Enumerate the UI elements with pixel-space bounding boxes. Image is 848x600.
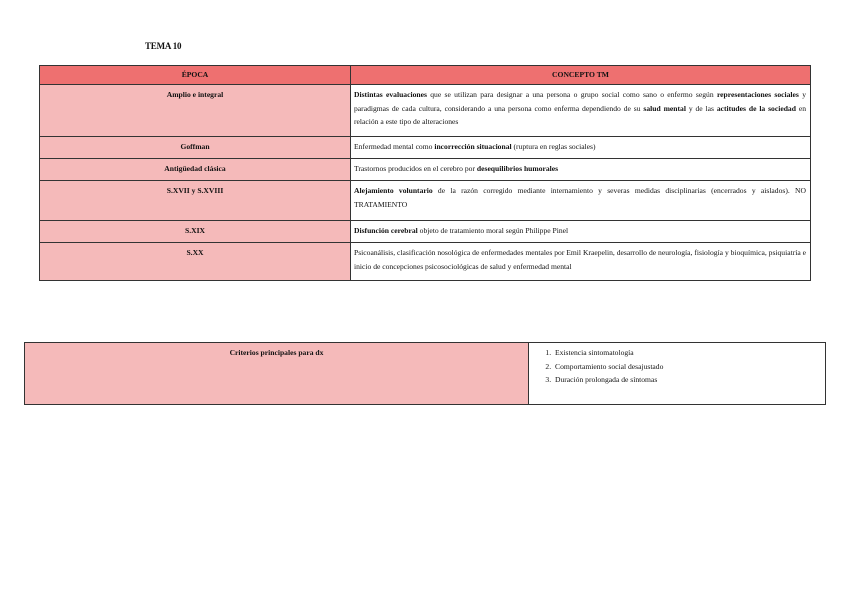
concept-text: en relación a este tipo de alteraciones <box>354 103 806 126</box>
criteria-list <box>533 346 821 387</box>
concept-cell <box>351 243 811 281</box>
table-row <box>40 159 811 181</box>
bold-term: Distintas evaluaciones <box>354 90 427 99</box>
criteria-label: Criterios principales para dx <box>25 343 529 405</box>
table-body <box>40 85 811 281</box>
epoch-cell: S.XVII y S.XVIII <box>40 181 351 221</box>
table-row <box>40 221 811 243</box>
table-row <box>40 243 811 281</box>
criteria-list-cell <box>529 343 826 405</box>
table-row <box>40 181 811 221</box>
bold-term: salud mental <box>643 103 686 113</box>
concept-cell <box>351 159 811 181</box>
epoch-cell: Goffman <box>40 137 351 159</box>
criteria-item: 1. Existencia sintomatología <box>553 346 821 360</box>
epoch-concept-table <box>39 65 811 281</box>
concept-text: (ruptura en reglas sociales) <box>511 142 596 151</box>
epoch-cell: Antigüedad clásica <box>40 159 351 181</box>
epoch-cell: S.XIX <box>40 221 351 243</box>
bold-term: Disfunción cerebral <box>354 226 418 235</box>
page-title: TEMA 10 <box>145 41 182 51</box>
bold-term: Alejamiento voluntario <box>354 186 433 195</box>
concept-cell <box>351 137 811 159</box>
criteria-row <box>25 343 826 405</box>
criteria-item: 2. Comportamiento social desajustado <box>553 360 821 374</box>
concept-cell <box>351 181 811 221</box>
concept-text: y paradigmas de cada cultura, considerando a una persona como enferma dependiendo de su <box>354 90 806 113</box>
concept-text: que se utilizan para designar a una persona o grupo social como sano o enfermo según <box>426 90 717 99</box>
bold-term: actitudes de la sociedad <box>716 103 796 113</box>
bold-term: representaciones sociales <box>716 90 799 99</box>
concept-text: objeto de tratamiento moral según Philippe Pinel <box>417 226 569 235</box>
bold-term: desequilibrios humorales <box>476 164 559 173</box>
criteria-table <box>24 342 826 405</box>
header-concept: CONCEPTO TM <box>351 66 811 85</box>
concept-text: y de las <box>685 103 717 113</box>
epoch-cell: Amplio e integral <box>40 85 351 137</box>
table-header-row <box>40 66 811 85</box>
criteria-item: 3. Duración prolongada de síntomas <box>553 373 821 387</box>
concept-text: Trastornos producidos en el cerebro por <box>354 164 477 173</box>
concept-cell <box>351 85 811 137</box>
table-row <box>40 85 811 137</box>
concept-text: Psicoanálisis, clasificación nosológica de enfermedades mentales por Emil Kraepelin, desarrollo de neurología, fisiología y bioquímica, psiquiatría e inicio de concepciones psicosociológicas de salud y enfermedad mental <box>354 248 806 271</box>
bold-term: incorrección situacional <box>434 142 512 151</box>
concept-text: Enfermedad mental como <box>354 142 435 151</box>
table-row <box>40 137 811 159</box>
header-epoch: ÉPOCA <box>40 66 351 85</box>
epoch-cell: S.XX <box>40 243 351 281</box>
concept-cell <box>351 221 811 243</box>
concept-text: de la razón corregido mediante internamiento y severas medidas disciplinarias (encerrados y aislados). NO TRATAMIENTO <box>354 186 807 209</box>
